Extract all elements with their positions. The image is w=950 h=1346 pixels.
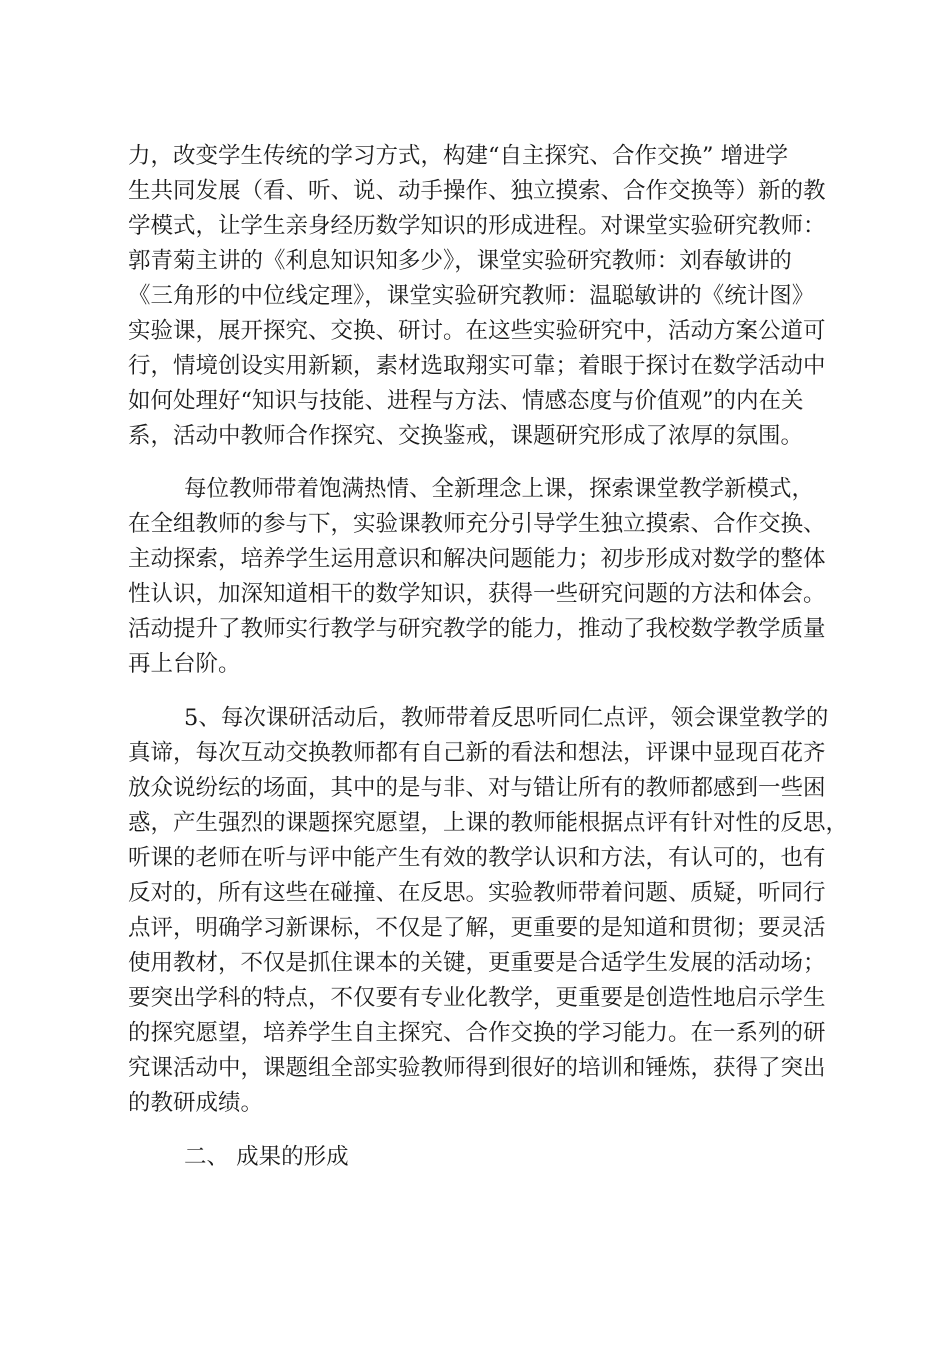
paragraph-3-line-12: 的教研成绩。: [128, 1090, 264, 1116]
paragraph-3-line-3: 放众说纷纭的场面，其中的是与非、对与错让所有的教师都感到一些困: [128, 775, 826, 801]
section-heading: 二、 成果的形成: [184, 1144, 349, 1170]
paragraph-1-line-7: 行，情境创设实用新颖，素材选取翔实可靠；着眼于探讨在数学活动中: [128, 353, 826, 379]
paragraph-3-line-11: 究课活动中，课题组全部实验教师得到很好的培训和锤炼，获得了突出: [128, 1055, 826, 1081]
paragraph-2-line-3: 主动探索，培养学生运用意识和解决问题能力；初步形成对数学的整体: [128, 546, 826, 572]
paragraph-2-line-1: 每位教师带着饱满热情、全新理念上课，探索课堂教学新模式，: [184, 476, 815, 502]
paragraph-2-line-6: 再上台阶。: [128, 651, 241, 677]
paragraph-3-line-8: 使用教材，不仅是抓住课本的关键，更重要是合适学生发展的活动场；: [128, 950, 826, 976]
paragraph-1-line-6: 实验课，展开探究、交换、研讨。在这些实验研究中，活动方案公道可: [128, 318, 826, 344]
paragraph-3-line-2: 真谛，每次互动交换教师都有自己新的看法和想法，评课中显现百花齐: [128, 740, 826, 766]
paragraph-1-line-8: 如何处理好“知识与技能、进程与方法、情感态度与价值观”的内在关: [128, 388, 804, 414]
paragraph-3-line-1: 5、每次课研活动后，教师带着反思听同仁点评，领会课堂教学的: [184, 705, 829, 731]
paragraph-2-line-4: 性认识，加深知道相干的数学知识，获得一些研究问题的方法和体会。: [128, 581, 826, 607]
paragraph-3-line-9: 要突出学科的特点，不仅要有专业化教学，更重要是创造性地启示学生: [128, 985, 826, 1011]
paragraph-1-line-1: 力，改变学生传统的学习方式，构建“自主探究、合作交换” 增进学: [128, 143, 789, 169]
paragraph-1-line-3: 学模式，让学生亲身经历数学知识的形成进程。对课堂实验研究教师：: [128, 213, 826, 239]
paragraph-1-line-5: 《三角形的中位线定理》，课堂实验研究教师：温聪敏讲的《统计图》: [128, 283, 815, 309]
paragraph-2-line-2: 在全组教师的参与下，实验课教师充分引导学生独立摸索、合作交换、: [128, 511, 826, 537]
paragraph-1-line-9: 系，活动中教师合作探究、交换鉴戒，课题研究形成了浓厚的氛围。: [128, 423, 804, 449]
paragraph-3-line-10: 的探究愿望，培养学生自主探究、合作交换的学习能力。在一系列的研: [128, 1020, 826, 1046]
paragraph-3-line-4: 惑，产生强烈的课题探究愿望，上课的教师能根据点评有针对性的反思，: [128, 810, 849, 836]
paragraph-2-line-5: 活动提升了教师实行教学与研究教学的能力，推动了我校数学教学质量: [128, 616, 826, 642]
paragraph-3-line-5: 听课的老师在听与评中能产生有效的教学认识和方法，有认可的，也有: [128, 845, 826, 871]
paragraph-1-line-4: 郭青菊主讲的《利息知识知多少》，课堂实验研究教师：刘春敏讲的: [128, 248, 792, 274]
paragraph-1-line-2: 生共同发展（看、听、说、动手操作、独立摸索、合作交换等）新的教: [128, 178, 826, 204]
paragraph-3-line-6: 反对的，所有这些在碰撞、在反思。实验教师带着问题、质疑，听同行: [128, 880, 826, 906]
paragraph-3-line-7: 点评，明确学习新课标，不仅是了解，更重要的是知道和贯彻；要灵活: [128, 915, 826, 941]
